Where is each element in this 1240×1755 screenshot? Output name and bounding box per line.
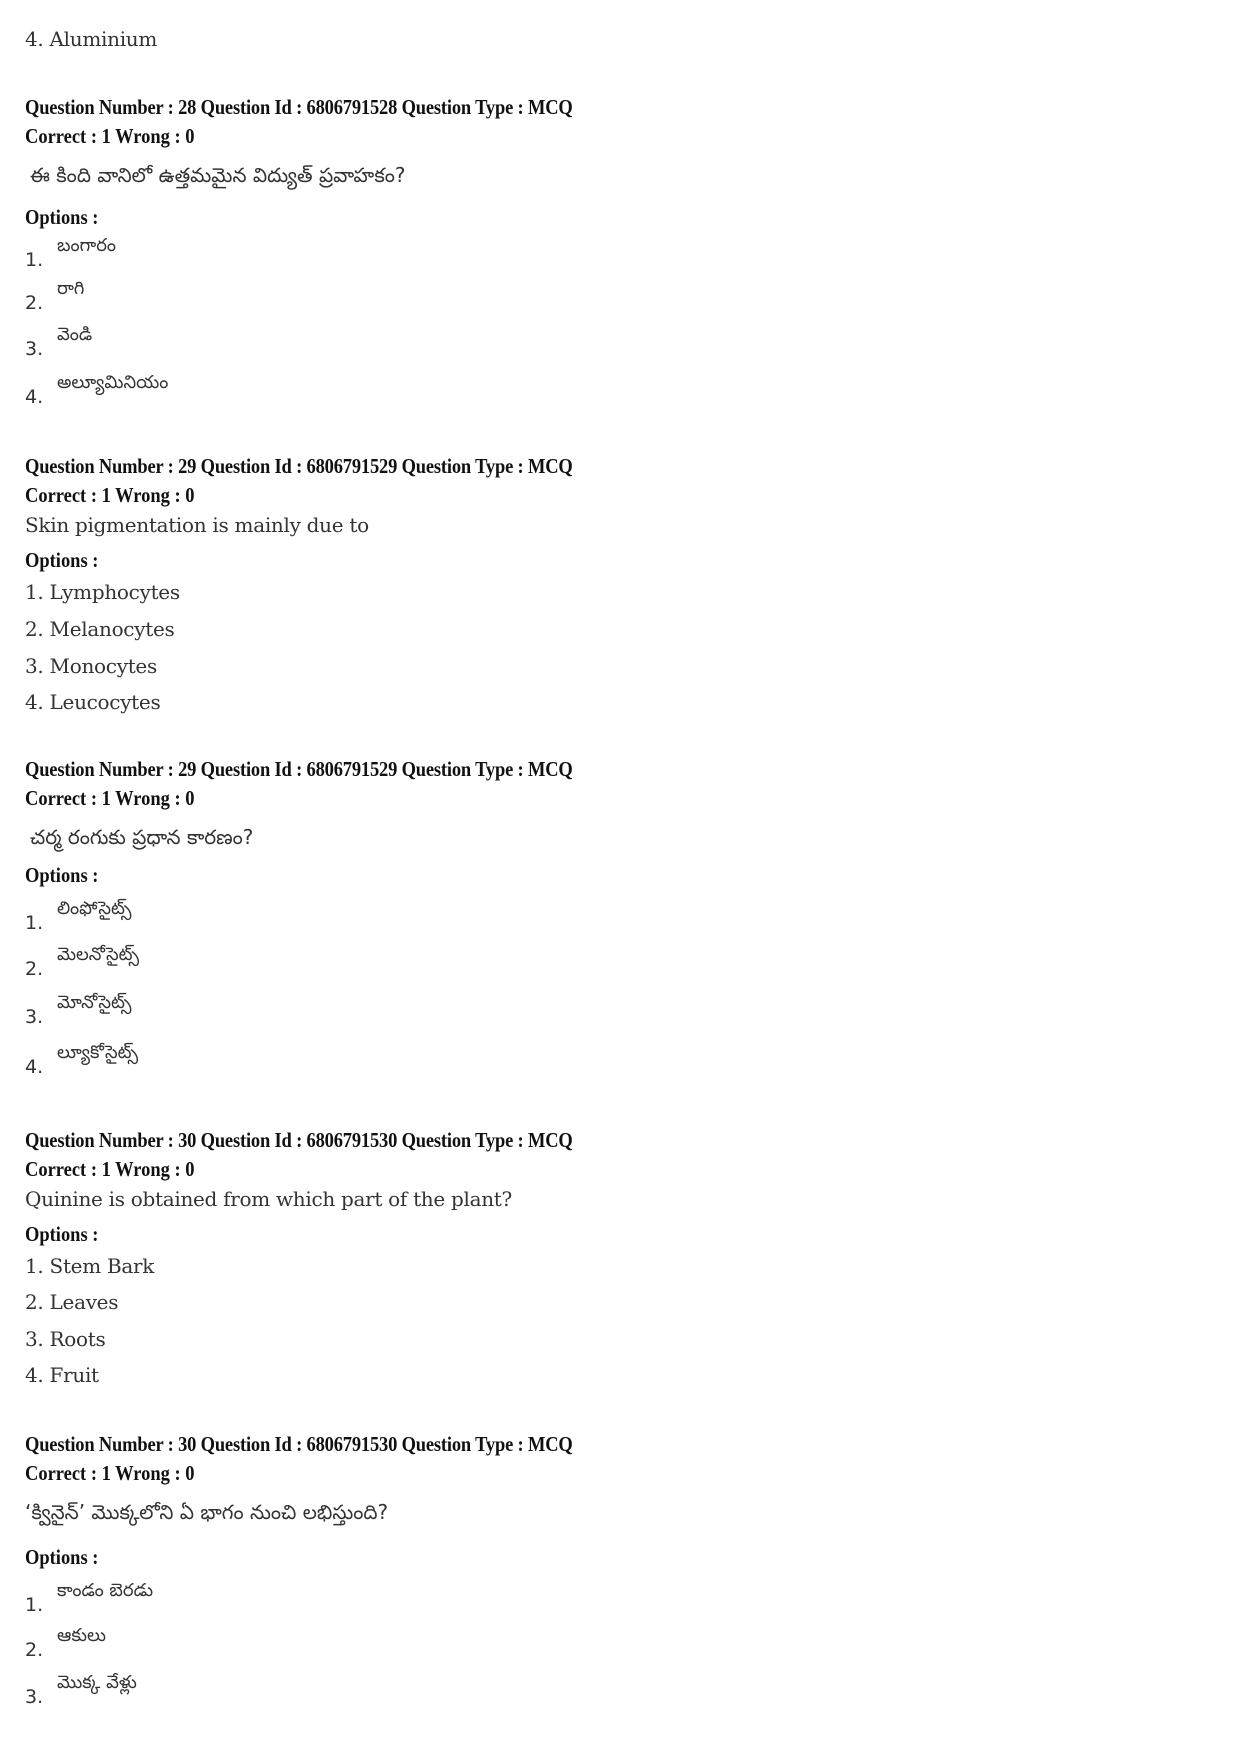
options-label: Options : [25, 863, 99, 887]
option-text: అల్యూమినియం [57, 372, 169, 393]
option-text: ల్యూకోసైట్స్ [57, 1042, 139, 1063]
option-number: 1. [25, 1254, 44, 1278]
previous-question-option-4: 4. Aluminium [25, 27, 158, 51]
option-text: మోనోసైట్స్ [57, 992, 132, 1013]
question-text: Quinine is obtained from which part of the plant? [25, 1187, 512, 1211]
question-text: Skin pigmentation is mainly due to [25, 513, 369, 537]
question-header: Question Number : 29 Question Id : 6806791529 Question Type : MCQ [25, 454, 573, 478]
marking-scheme: Correct : 1 Wrong : 0 [25, 1157, 195, 1181]
option-1 [25, 580, 180, 604]
option-2 [25, 278, 84, 314]
option-text: Melanocytes [49, 617, 175, 641]
option-number: 2. [25, 1639, 44, 1661]
option-number: 2. [25, 1290, 44, 1314]
option-1 [25, 235, 116, 271]
option-4 [25, 372, 168, 408]
option-1 [25, 898, 131, 934]
option-2 [25, 617, 174, 641]
option-number: 2. [25, 958, 44, 980]
option-text: మెలనోసైట్స్ [57, 944, 140, 965]
marking-scheme: Correct : 1 Wrong : 0 [25, 1461, 195, 1485]
option-text: రాగి [57, 278, 85, 299]
question-header: Question Number : 28 Question Id : 6806791528 Question Type : MCQ [25, 95, 573, 119]
option-4 [25, 1042, 138, 1078]
option-2 [25, 1625, 106, 1661]
option-text: Lymphocytes [49, 580, 180, 604]
option-number: 3. [25, 338, 44, 360]
option-text: ఆకులు [57, 1625, 106, 1646]
marking-scheme: Correct : 1 Wrong : 0 [25, 124, 195, 148]
option-number: 2. [25, 617, 44, 641]
option-number: 3. [25, 654, 44, 678]
option-number: 1. [25, 580, 44, 604]
option-3 [25, 1672, 137, 1708]
option-number: 4. [25, 386, 44, 408]
option-number: 4. [25, 690, 44, 714]
option-number: 3. [25, 1006, 44, 1028]
option-text: Leucocytes [49, 690, 161, 714]
option-number: 1. [25, 912, 44, 934]
option-number: 4. [25, 1056, 44, 1078]
options-label: Options : [25, 548, 99, 572]
option-text: కాండం బెరడు [57, 1580, 154, 1601]
option-2 [25, 944, 139, 980]
option-text: Stem Bark [49, 1254, 155, 1278]
option-1 [25, 1254, 154, 1278]
question-text: ‘క్వినైన్’ మొక్కలోని ఏ భాగం నుంచి లభిస్తుంది? [25, 1500, 389, 1524]
option-text: Fruit [49, 1363, 99, 1387]
option-number: 2. [25, 292, 44, 314]
options-label: Options : [25, 1222, 99, 1246]
option-2 [25, 1290, 118, 1314]
option-text: Leaves [49, 1290, 119, 1314]
option-4 [25, 1363, 99, 1387]
option-4 [25, 690, 160, 714]
option-3 [25, 654, 157, 678]
question-header: Question Number : 29 Question Id : 6806791529 Question Type : MCQ [25, 757, 573, 781]
option-3 [25, 992, 131, 1028]
option-text: మొక్క వేళ్లు [57, 1672, 137, 1693]
option-text: బంగారం [57, 235, 117, 256]
option-number: 3. [25, 1686, 44, 1708]
option-number: 4. [25, 1363, 44, 1387]
option-number: 1. [25, 1594, 44, 1616]
marking-scheme: Correct : 1 Wrong : 0 [25, 483, 195, 507]
option-number: 3. [25, 1327, 44, 1351]
option-3 [25, 1327, 106, 1351]
question-text: చర్మ రంగుకు ప్రధాన కారణం? [30, 825, 254, 849]
option-text: Roots [49, 1327, 106, 1351]
options-label: Options : [25, 205, 99, 229]
marking-scheme: Correct : 1 Wrong : 0 [25, 786, 195, 810]
option-1 [25, 1580, 153, 1616]
option-text: Monocytes [49, 654, 157, 678]
options-label: Options : [25, 1545, 99, 1569]
option-text: వెండి [57, 324, 93, 345]
question-text: ఈ కింది వానిలో ఉత్తమమైన విద్యుత్ ప్రవాహకం? [30, 163, 406, 187]
option-text: లింఫోసైట్స్ [57, 898, 132, 919]
option-3 [25, 324, 92, 360]
option-number: 1. [25, 249, 44, 271]
question-header: Question Number : 30 Question Id : 6806791530 Question Type : MCQ [25, 1432, 573, 1456]
question-header: Question Number : 30 Question Id : 6806791530 Question Type : MCQ [25, 1128, 573, 1152]
